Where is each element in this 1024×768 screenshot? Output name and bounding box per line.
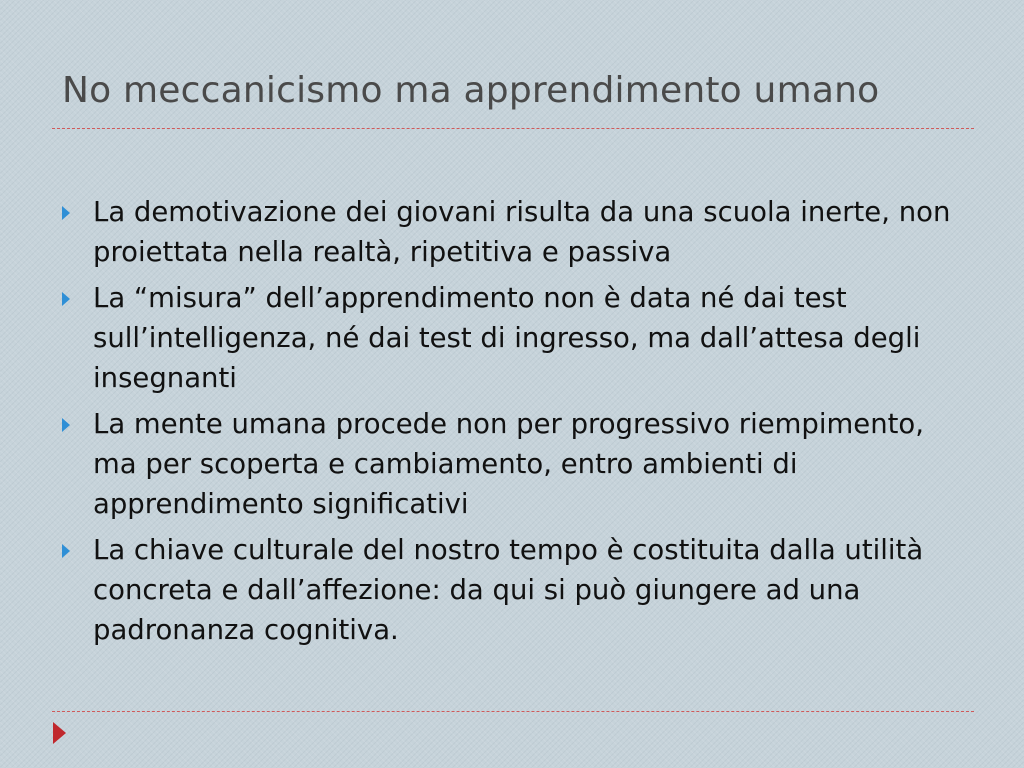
bullet-list <box>62 192 962 656</box>
bullet-text: La demotivazione dei giovani risulta da una scuola inerte, non proiettata nella realtà, ripetitiva e passiva <box>93 196 951 268</box>
triangle-bullet-icon <box>62 544 70 558</box>
triangle-bullet-icon <box>62 206 70 220</box>
bullet-text: La “misura” dell’apprendimento non è data né dai test sull’intelligenza, né dai test di ingresso, ma dall’attesa degli insegnanti <box>93 282 921 394</box>
triangle-bullet-icon <box>62 418 70 432</box>
bullet-item <box>62 530 962 650</box>
red-triangle-arrow-icon <box>53 722 66 744</box>
bullet-item <box>62 278 962 398</box>
slide-title: No meccanicismo ma apprendimento umano <box>62 70 880 111</box>
bullet-item <box>62 192 962 272</box>
footer-divider <box>52 711 974 712</box>
bullet-text: La mente umana procede non per progressivo riempimento, ma per scoperta e cambiamento, entro ambienti di apprendimento significativi <box>93 408 925 520</box>
title-divider <box>52 128 974 129</box>
bullet-text: La chiave culturale del nostro tempo è costituita dalla utilità concreta e dall’affezione: da qui si può giungere ad una padronanza cognitiva. <box>93 534 924 646</box>
triangle-bullet-icon <box>62 292 70 306</box>
bullet-item <box>62 404 962 524</box>
